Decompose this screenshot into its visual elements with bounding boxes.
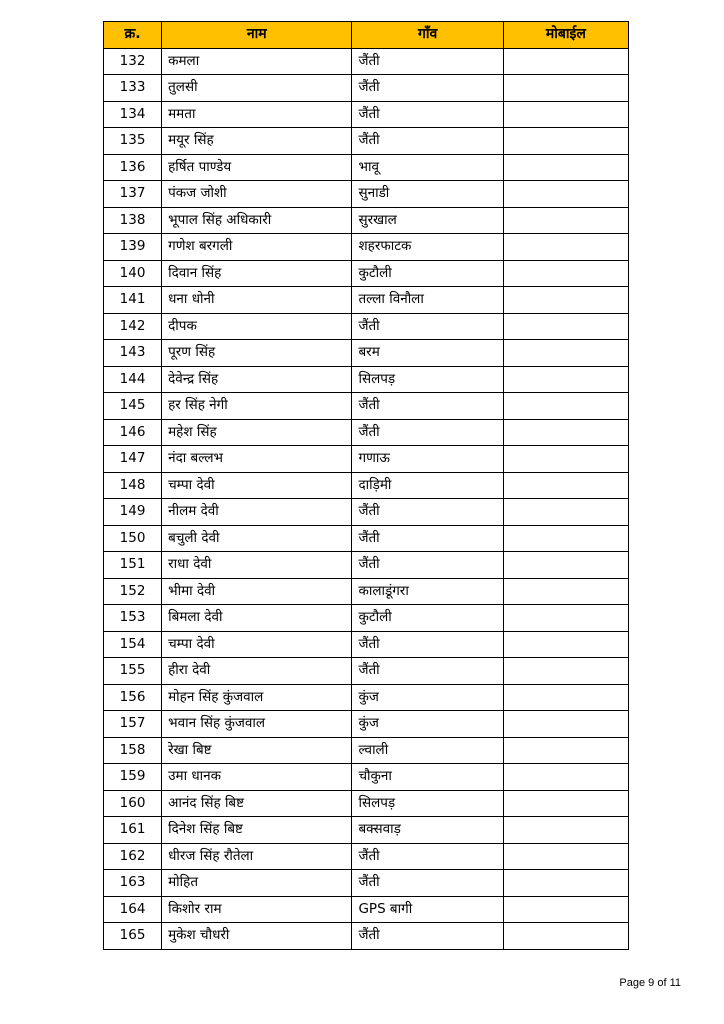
row-mobile <box>503 843 628 870</box>
row-village: सुनाडी <box>352 181 503 208</box>
table-row <box>104 870 629 897</box>
row-village: ल्वाली <box>352 737 503 764</box>
row-mobile <box>503 817 628 844</box>
row-serial: 154 <box>104 631 162 658</box>
row-name: भवान सिंह कुंजवाल <box>162 711 352 738</box>
row-mobile <box>503 525 628 552</box>
table-row <box>104 207 629 234</box>
table-row <box>104 340 629 367</box>
row-serial: 143 <box>104 340 162 367</box>
row-serial: 138 <box>104 207 162 234</box>
row-serial: 136 <box>104 154 162 181</box>
row-name: मोहित <box>162 870 352 897</box>
row-name: हर सिंह नेगी <box>162 393 352 420</box>
table-header-row <box>104 22 629 49</box>
row-village: सिलपड़ <box>352 366 503 393</box>
row-serial: 160 <box>104 790 162 817</box>
row-serial: 159 <box>104 764 162 791</box>
header-serial: क्र. <box>104 22 162 49</box>
row-name: नीलम देवी <box>162 499 352 526</box>
row-serial: 161 <box>104 817 162 844</box>
row-village: चौकुना <box>352 764 503 791</box>
row-name: ममता <box>162 101 352 128</box>
table-row <box>104 313 629 340</box>
row-serial: 163 <box>104 870 162 897</box>
table-row <box>104 764 629 791</box>
table-row <box>104 578 629 605</box>
row-name: गणेश बरगली <box>162 234 352 261</box>
row-mobile <box>503 154 628 181</box>
row-name: उमा धानक <box>162 764 352 791</box>
row-village: जैंती <box>352 843 503 870</box>
row-name: महेश सिंह <box>162 419 352 446</box>
page-number: Page 9 of 11 <box>619 977 681 989</box>
row-serial: 158 <box>104 737 162 764</box>
row-village: जैंती <box>352 499 503 526</box>
table-row <box>104 419 629 446</box>
row-village: भावू <box>352 154 503 181</box>
row-village: जैंती <box>352 393 503 420</box>
row-mobile <box>503 128 628 155</box>
row-village: कुंज <box>352 684 503 711</box>
row-serial: 133 <box>104 75 162 102</box>
row-village: कुंज <box>352 711 503 738</box>
table-row <box>104 737 629 764</box>
table-row <box>104 260 629 287</box>
row-village: कुटौली <box>352 605 503 632</box>
row-mobile <box>503 923 628 950</box>
row-mobile <box>503 711 628 738</box>
row-mobile <box>503 737 628 764</box>
row-serial: 162 <box>104 843 162 870</box>
table-row <box>104 896 629 923</box>
row-name: नंदा बल्लभ <box>162 446 352 473</box>
row-village: शहरफाटक <box>352 234 503 261</box>
row-mobile <box>503 366 628 393</box>
row-serial: 146 <box>104 419 162 446</box>
row-name: राधा देवी <box>162 552 352 579</box>
row-name: किशोर राम <box>162 896 352 923</box>
row-village: जैंती <box>352 870 503 897</box>
row-serial: 140 <box>104 260 162 287</box>
row-name: बिमला देवी <box>162 605 352 632</box>
table-row <box>104 128 629 155</box>
table-row <box>104 843 629 870</box>
row-village: जैंती <box>352 525 503 552</box>
row-mobile <box>503 419 628 446</box>
row-village: कालाडूंगरा <box>352 578 503 605</box>
row-name: बचुली देवी <box>162 525 352 552</box>
row-serial: 155 <box>104 658 162 685</box>
row-mobile <box>503 472 628 499</box>
table-row <box>104 552 629 579</box>
row-village: बरम <box>352 340 503 367</box>
row-village: जैंती <box>352 75 503 102</box>
row-serial: 164 <box>104 896 162 923</box>
table-row <box>104 234 629 261</box>
row-village: बक्सवाड़ <box>352 817 503 844</box>
table-row <box>104 525 629 552</box>
header-village: गाँव <box>352 22 503 49</box>
row-serial: 151 <box>104 552 162 579</box>
row-name: देवेन्द्र सिंह <box>162 366 352 393</box>
row-serial: 141 <box>104 287 162 314</box>
row-village: सिलपड़ <box>352 790 503 817</box>
row-village: जैंती <box>352 419 503 446</box>
row-village: GPS बागी <box>352 896 503 923</box>
row-village: जैंती <box>352 101 503 128</box>
row-mobile <box>503 75 628 102</box>
row-name: तुलसी <box>162 75 352 102</box>
row-mobile <box>503 393 628 420</box>
table-row <box>104 817 629 844</box>
row-name: मुकेश चौधरी <box>162 923 352 950</box>
row-village: सुरखाल <box>352 207 503 234</box>
row-mobile <box>503 764 628 791</box>
row-village: जैंती <box>352 313 503 340</box>
table-row <box>104 393 629 420</box>
member-table <box>103 21 629 950</box>
header-mobile: मोबाईल <box>503 22 628 49</box>
table-row <box>104 366 629 393</box>
row-mobile <box>503 896 628 923</box>
row-mobile <box>503 287 628 314</box>
row-serial: 135 <box>104 128 162 155</box>
row-village: दाड़िमी <box>352 472 503 499</box>
row-serial: 144 <box>104 366 162 393</box>
row-name: हर्षित पाण्डेय <box>162 154 352 181</box>
row-mobile <box>503 605 628 632</box>
row-name: दिवान सिंह <box>162 260 352 287</box>
table-row <box>104 75 629 102</box>
row-mobile <box>503 340 628 367</box>
row-mobile <box>503 181 628 208</box>
row-serial: 165 <box>104 923 162 950</box>
row-mobile <box>503 499 628 526</box>
table-row <box>104 472 629 499</box>
row-mobile <box>503 552 628 579</box>
row-serial: 149 <box>104 499 162 526</box>
row-name: आनंद सिंह बिष्ट <box>162 790 352 817</box>
row-mobile <box>503 313 628 340</box>
table-row <box>104 287 629 314</box>
row-mobile <box>503 870 628 897</box>
row-mobile <box>503 207 628 234</box>
row-name: मयूर सिंह <box>162 128 352 155</box>
table-row <box>104 684 629 711</box>
row-village: जैंती <box>352 923 503 950</box>
row-serial: 137 <box>104 181 162 208</box>
table-body <box>104 48 629 949</box>
row-name: मोहन सिंह कुंजवाल <box>162 684 352 711</box>
row-village: कुटौली <box>352 260 503 287</box>
row-mobile <box>503 446 628 473</box>
row-name: धना धोनी <box>162 287 352 314</box>
row-mobile <box>503 260 628 287</box>
row-serial: 147 <box>104 446 162 473</box>
row-village: जैंती <box>352 128 503 155</box>
row-village: गणाऊ <box>352 446 503 473</box>
table-row <box>104 658 629 685</box>
row-mobile <box>503 234 628 261</box>
row-village: जैंती <box>352 631 503 658</box>
row-serial: 132 <box>104 48 162 75</box>
row-name: भूपाल सिंह अधिकारी <box>162 207 352 234</box>
row-mobile <box>503 631 628 658</box>
table-row <box>104 923 629 950</box>
row-village: जैंती <box>352 552 503 579</box>
table-row <box>104 446 629 473</box>
row-village: जैंती <box>352 658 503 685</box>
table-row <box>104 711 629 738</box>
table-row <box>104 631 629 658</box>
row-name: दीपक <box>162 313 352 340</box>
table-row <box>104 154 629 181</box>
row-name: भीमा देवी <box>162 578 352 605</box>
row-name: पूरण सिंह <box>162 340 352 367</box>
row-serial: 153 <box>104 605 162 632</box>
header-name: नाम <box>162 22 352 49</box>
row-mobile <box>503 48 628 75</box>
row-name: पंकज जोशी <box>162 181 352 208</box>
row-serial: 142 <box>104 313 162 340</box>
row-mobile <box>503 101 628 128</box>
row-village: जैंती <box>352 48 503 75</box>
row-name: रेखा बिष्ट <box>162 737 352 764</box>
table-row <box>104 48 629 75</box>
row-serial: 152 <box>104 578 162 605</box>
table-row <box>104 499 629 526</box>
row-name: हीरा देवी <box>162 658 352 685</box>
row-mobile <box>503 578 628 605</box>
row-village: तल्ला विनौला <box>352 287 503 314</box>
row-serial: 134 <box>104 101 162 128</box>
table-row <box>104 181 629 208</box>
row-serial: 157 <box>104 711 162 738</box>
row-mobile <box>503 658 628 685</box>
row-serial: 148 <box>104 472 162 499</box>
table-row <box>104 790 629 817</box>
row-serial: 156 <box>104 684 162 711</box>
row-name: दिनेश सिंह बिष्ट <box>162 817 352 844</box>
table-row <box>104 101 629 128</box>
row-name: चम्पा देवी <box>162 472 352 499</box>
table-row <box>104 605 629 632</box>
row-mobile <box>503 790 628 817</box>
row-name: कमला <box>162 48 352 75</box>
row-serial: 145 <box>104 393 162 420</box>
row-serial: 139 <box>104 234 162 261</box>
row-name: धीरज सिंह रौतेला <box>162 843 352 870</box>
row-serial: 150 <box>104 525 162 552</box>
row-mobile <box>503 684 628 711</box>
row-name: चम्पा देवी <box>162 631 352 658</box>
